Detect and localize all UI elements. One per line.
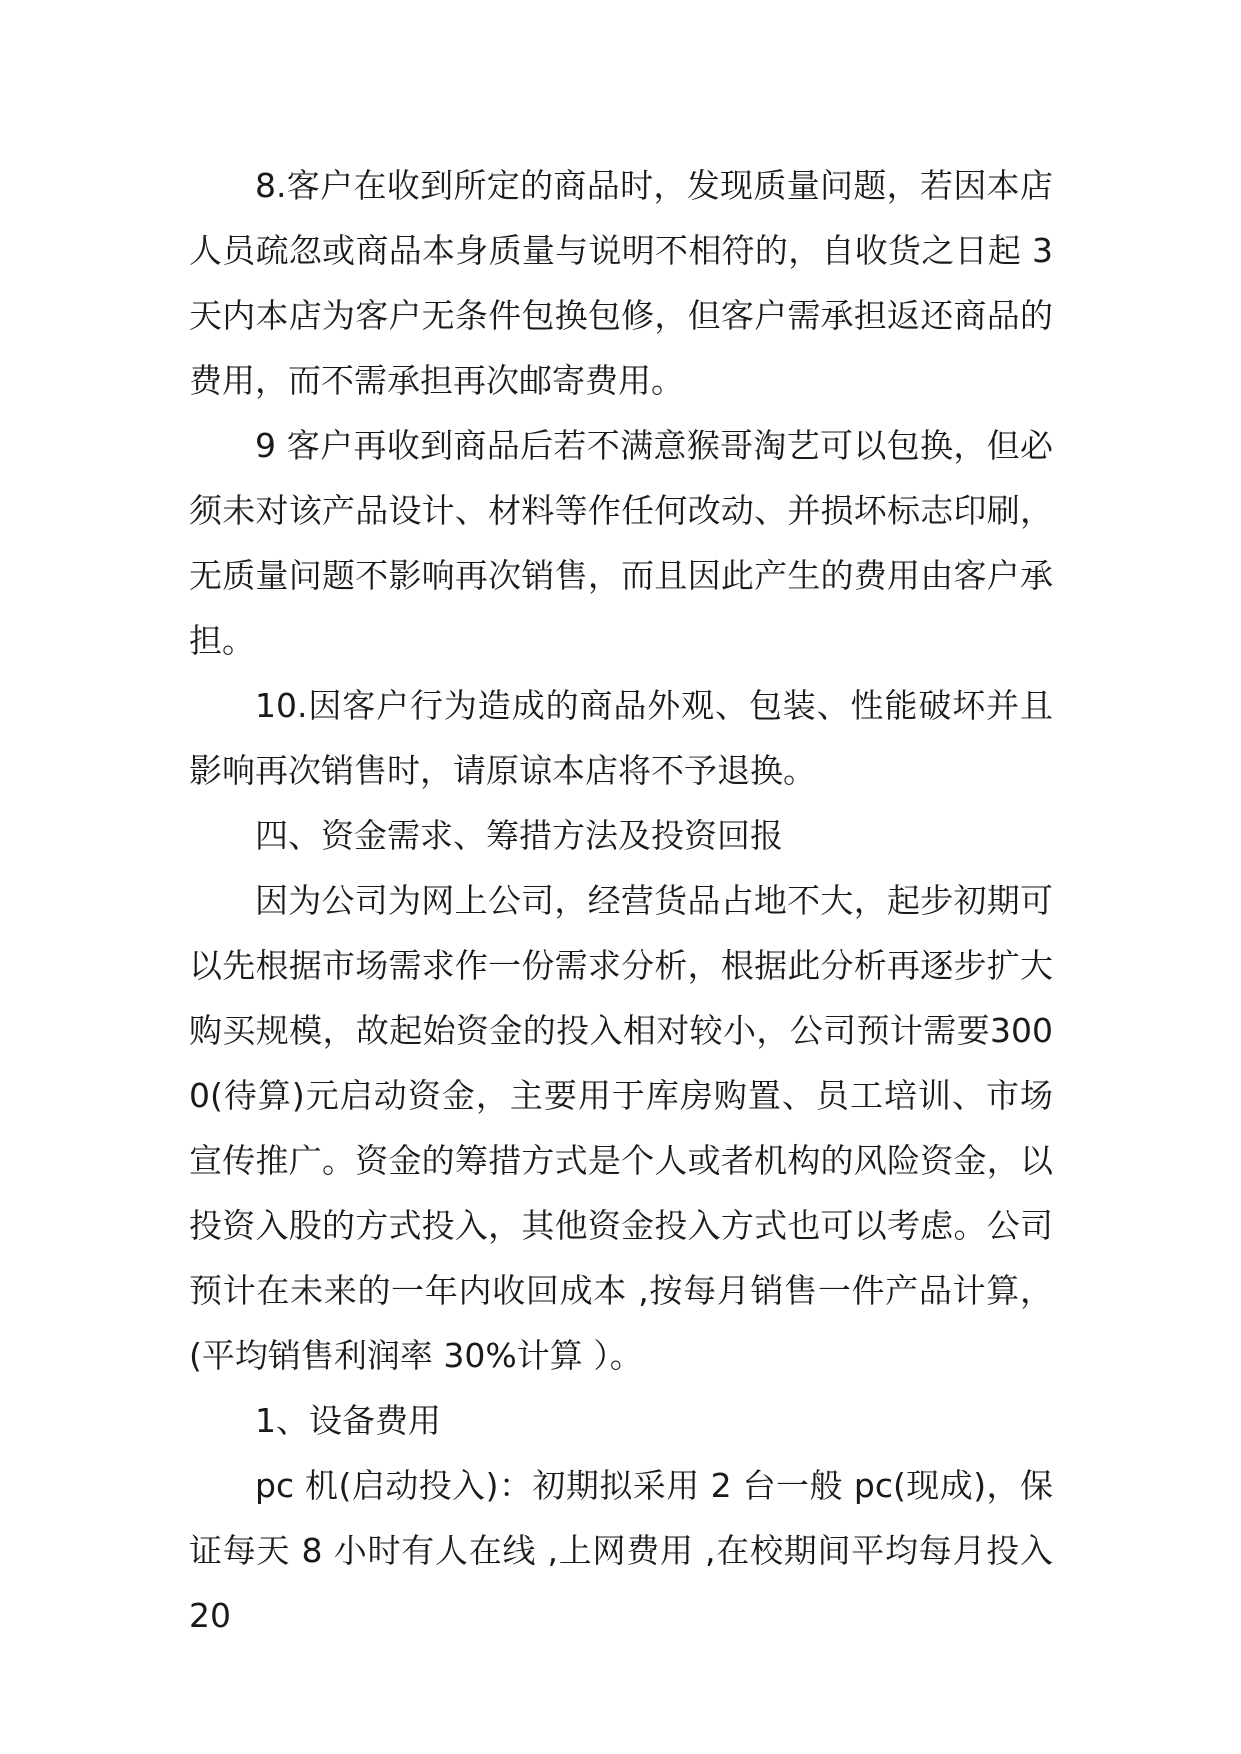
paragraph-return-policy-9: 9 客户再收到商品后若不满意猴哥淘艺可以包换，但必须未对该产品设计、材料等作任何改动、并损坏标志印刷，无质量问题不影响再次销售，而且因此产生的费用由客户承担。	[189, 426, 1053, 660]
paragraph-return-policy-8: 8.客户在收到所定的商品时，发现质量问题，若因本店人员疏忽或商品本身质量与说明不相符的，自收货之日起 3 天内本店为客户无条件包换包修，但客户需承担返还商品的费用，而不需承担再次邮寄费用。	[189, 166, 1053, 400]
subheading-equipment-cost: 1、设备费用	[255, 1401, 441, 1440]
section-heading-funding: 四、资金需求、筹措方法及投资回报	[255, 816, 783, 855]
document-body	[189, 153, 1053, 1648]
paragraph-pc-cost: pc 机(启动投入)：初期拟采用 2 台一般 pc(现成)，保证每天 8 小时有人在线 ,上网费用 ,在校期间平均每月投入 20	[189, 1466, 1053, 1635]
paragraph-funding-description: 因为公司为网上公司，经营货品占地不大，起步初期可以先根据市场需求作一份需求分析，根据此分析再逐步扩大购买规模，故起始资金的投入相对较小，公司预计需要3000(待算)元启动资金，主要用于库房购置、员工培训、市场宣传推广。资金的筹措方式是个人或者机构的风险资金，以投资入股的方式投入，其他资金投入方式也可以考虑。公司预计在未来的一年内收回成本 ,按每月销售一件产品计算，(平均销售利润率 30%计算 ）。	[189, 881, 1053, 1375]
paragraph-return-policy-10: 10.因客户行为造成的商品外观、包装、性能破坏并且影响再次销售时，请原谅本店将不予退换。	[189, 686, 1053, 790]
